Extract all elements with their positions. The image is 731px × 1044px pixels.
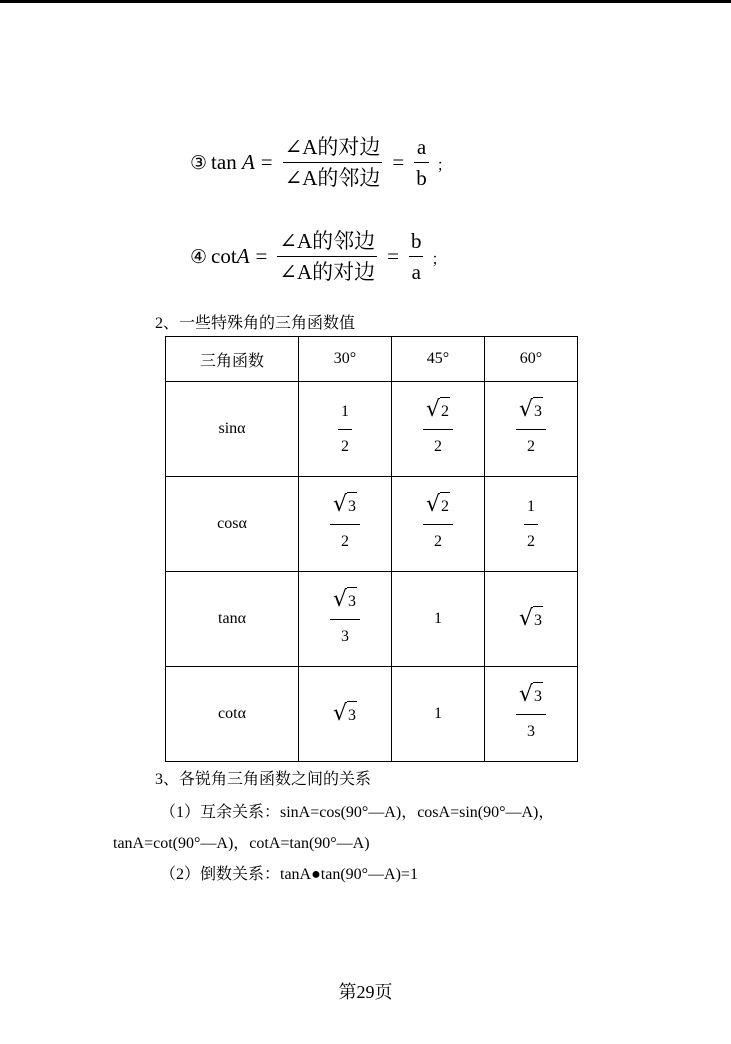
- ratio-numerator: a: [416, 135, 427, 159]
- equals-sign: =: [260, 150, 273, 174]
- value-cell: [299, 477, 392, 572]
- fraction-denominator: 2: [527, 437, 535, 455]
- radicand: 3: [533, 606, 543, 635]
- table-row: [166, 382, 578, 477]
- equals-sign: =: [392, 150, 405, 174]
- ratio-denominator: b: [416, 166, 427, 190]
- radicand: 3: [347, 492, 357, 521]
- fraction-denominator: 2: [341, 437, 349, 455]
- sqrt-expression: [333, 490, 357, 521]
- page-number: 第29页: [338, 982, 393, 1002]
- value-cell: [392, 382, 485, 477]
- value-cell: [392, 572, 485, 667]
- formula-end: ；: [431, 252, 447, 268]
- reciprocal-relation: （2）倒数关系：tanA●tan(90°—A)=1: [160, 866, 418, 883]
- formula-tan: [190, 132, 452, 193]
- radical-sign-icon: √: [425, 396, 441, 422]
- radical-sign-icon: √: [332, 586, 348, 612]
- formula-function: cot: [211, 244, 237, 268]
- value-cell: [485, 667, 578, 762]
- fraction: [330, 490, 360, 559]
- fraction: [277, 226, 377, 287]
- formula-marker: ③: [190, 151, 208, 174]
- radical-sign-icon: √: [332, 700, 348, 726]
- function-label-cell: cotα: [166, 667, 299, 762]
- radical-sign-icon: √: [518, 605, 534, 631]
- table-row: [166, 667, 578, 762]
- complementary-relation-line1: （1）互余关系：sinA=cos(90°—A)，cosA=sin(90°—A)，: [160, 804, 555, 821]
- cell-value: [518, 605, 543, 631]
- fraction-numerator: [423, 395, 453, 429]
- radical-sign-icon: √: [425, 491, 441, 517]
- sqrt-expression: [426, 490, 450, 521]
- fraction: [330, 585, 360, 654]
- radicand: 3: [533, 397, 543, 426]
- header-cell-angle: 45°: [392, 337, 485, 382]
- table-row: [166, 477, 578, 572]
- sqrt-expression: [519, 604, 543, 635]
- ratio-denominator: a: [411, 260, 421, 284]
- cell-value: 1: [434, 705, 442, 722]
- fraction-numerator: [330, 490, 360, 524]
- fraction-denominator: ∠A的邻边: [284, 166, 381, 190]
- complementary-relation-line2: tanA=cot(90°—A)，cotA=tan(90°—A): [113, 835, 370, 852]
- function-label-cell: sinα: [166, 382, 299, 477]
- fraction-numerator: [516, 395, 546, 429]
- radicand: 3: [347, 587, 357, 616]
- formula-variable: A: [241, 150, 255, 174]
- fraction-numerator: ∠A的邻边: [279, 229, 376, 253]
- formula-end: ；: [436, 158, 452, 174]
- fraction-denominator: 3: [527, 722, 535, 740]
- radicand: 3: [533, 682, 543, 711]
- fraction-denominator: ∠A的对边: [279, 260, 376, 284]
- fraction-denominator: 2: [434, 532, 442, 550]
- value-cell: [485, 477, 578, 572]
- section-title-relations: 3、各锐角三角函数之间的关系: [155, 771, 372, 788]
- top-rule: [0, 0, 731, 3]
- fraction: [516, 680, 546, 749]
- ratio-fraction: [414, 132, 429, 193]
- sqrt-expression: [519, 680, 543, 711]
- equals-sign: =: [387, 244, 399, 268]
- radical-sign-icon: √: [518, 681, 534, 707]
- sqrt-expression: [333, 699, 357, 730]
- header-cell-angle: 60°: [485, 337, 578, 382]
- value-cell: [392, 477, 485, 572]
- fraction-numerator: 1: [527, 497, 535, 515]
- function-label-cell: tanα: [166, 572, 299, 667]
- value-cell: [299, 667, 392, 762]
- radical-sign-icon: √: [332, 491, 348, 517]
- table-row: [166, 572, 578, 667]
- fraction: [423, 490, 453, 559]
- sqrt-expression: [333, 585, 357, 616]
- value-cell: [485, 382, 578, 477]
- cell-value: 1: [434, 610, 442, 627]
- sqrt-expression: [519, 395, 543, 426]
- header-cell-function: 三角函数: [166, 337, 299, 382]
- fraction-denominator: 2: [341, 532, 349, 550]
- radical-sign-icon: √: [518, 396, 534, 422]
- fraction-denominator: 2: [527, 532, 535, 550]
- fraction-numerator: [423, 490, 453, 524]
- fraction-denominator: 3: [341, 627, 349, 645]
- equals-sign: =: [255, 244, 268, 268]
- fraction-numerator: 1: [341, 402, 349, 420]
- cell-value: [332, 700, 357, 726]
- radicand: 2: [440, 492, 450, 521]
- formula-cot: [190, 226, 447, 287]
- trig-values-table: [165, 336, 578, 762]
- fraction-numerator: ∠A的对边: [284, 135, 381, 159]
- value-cell: [299, 382, 392, 477]
- value-cell: [299, 572, 392, 667]
- fraction-numerator: [330, 585, 360, 619]
- fraction: [283, 132, 383, 193]
- fraction: [516, 395, 546, 464]
- header-cell-angle: 30°: [299, 337, 392, 382]
- value-cell: [392, 667, 485, 762]
- fraction: [338, 395, 352, 464]
- ratio-numerator: b: [410, 229, 422, 253]
- ratio-fraction: [409, 226, 424, 287]
- formula-marker: ④: [190, 245, 208, 268]
- value-cell: [485, 572, 578, 667]
- fraction-numerator: [516, 680, 546, 714]
- radicand: 2: [440, 397, 450, 426]
- section-title-special-angles: 2、一些特殊角的三角函数值: [155, 315, 356, 332]
- fraction-denominator: 2: [434, 437, 442, 455]
- fraction: [524, 490, 538, 559]
- radicand: 3: [347, 701, 357, 730]
- formula-function: tan: [211, 150, 237, 174]
- table-header-row: [166, 337, 578, 382]
- sqrt-expression: [426, 395, 450, 426]
- fraction: [423, 395, 453, 464]
- function-label-cell: cosα: [166, 477, 299, 572]
- formula-variable: A: [236, 244, 250, 268]
